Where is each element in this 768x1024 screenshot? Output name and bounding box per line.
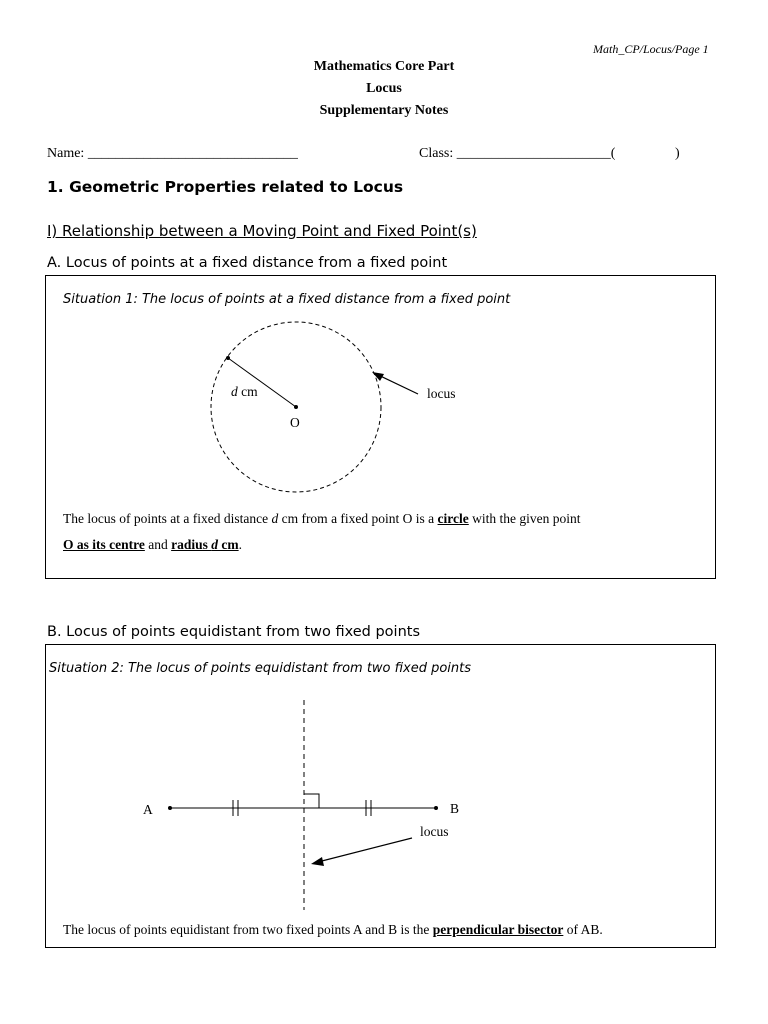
radius-variable: d — [231, 384, 238, 399]
keyword-perpendicular-bisector: perpendicular bisector — [432, 922, 564, 937]
keyword-centre: O as its centre — [63, 537, 145, 552]
statement-text: and — [144, 537, 172, 552]
class-number-close: ) — [675, 146, 680, 161]
situation-1-caption: Situation 1: The locus of points at a fixed distance from a fixed point — [63, 292, 511, 307]
situation-2-statement — [63, 922, 603, 938]
statement-text: The locus of points at a fixed distance — [63, 511, 272, 526]
statement-text: cm from a fixed point O is a — [278, 511, 438, 526]
keyword-radius-variable: d — [211, 537, 218, 552]
locus-arrow-line-b — [314, 838, 412, 863]
locus-arrow-head-b — [311, 857, 324, 866]
point-b-label: B — [450, 801, 460, 816]
statement-text: with the given point — [468, 511, 581, 526]
statement-variable: d — [271, 511, 279, 526]
statement-text: The locus of points equidistant from two fixed points A and B is the — [63, 922, 433, 937]
point-a-label: A — [143, 802, 153, 817]
document-title: Mathematics Core Part — [313, 59, 455, 74]
situation-2-caption: Situation 2: The locus of points equidistant from two fixed points — [49, 661, 472, 676]
class-field: Class: ______________________( — [419, 146, 616, 161]
document-topic: Locus — [366, 81, 402, 96]
keyword-radius-unit: cm — [218, 537, 239, 552]
locus-label: locus — [427, 386, 456, 401]
point-a — [168, 806, 172, 810]
section-heading: 1. Geometric Properties related to Locus — [47, 178, 404, 196]
statement-end: of AB. — [563, 922, 603, 937]
centre-label: O — [290, 415, 300, 430]
name-field: Name: ______________________________ — [47, 146, 298, 161]
keyword-circle: circle — [437, 511, 469, 526]
part-a-heading: A. Locus of points at a fixed distance from a fixed point — [47, 255, 448, 271]
point-b — [434, 806, 438, 810]
document-subtitle: Supplementary Notes — [319, 103, 449, 118]
locus-label-b: locus — [420, 824, 449, 839]
radius-unit: cm — [237, 384, 258, 399]
keyword-radius: radius — [171, 537, 212, 552]
page-reference: Math_CP/Locus/Page 1 — [593, 42, 709, 56]
right-angle-marker — [304, 794, 319, 808]
part-b-heading: B. Locus of points equidistant from two fixed points — [47, 624, 421, 640]
subsection-heading-text: I) Relationship between a Moving Point and Fixed Point(s) — [47, 222, 477, 240]
statement-end: . — [238, 537, 242, 552]
